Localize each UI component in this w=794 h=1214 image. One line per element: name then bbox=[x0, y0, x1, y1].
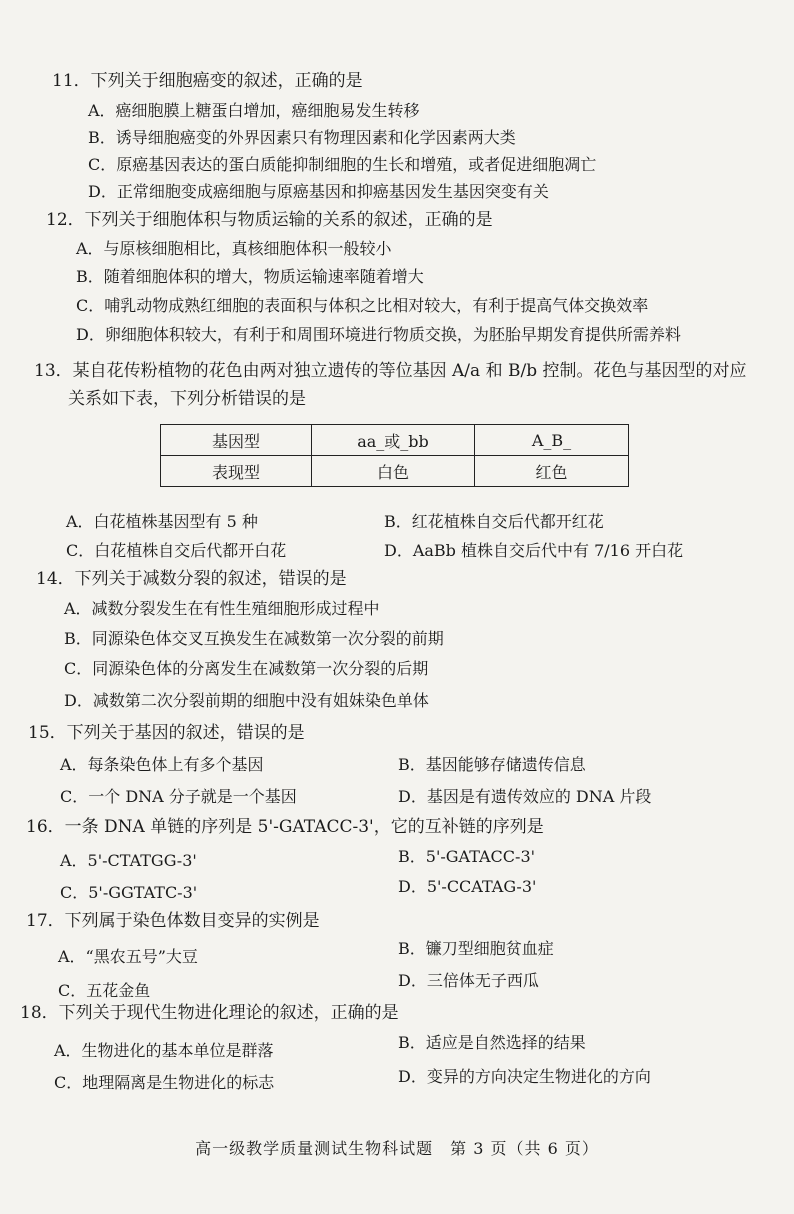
q16-option-d: D．5'-CCATAG-3' bbox=[398, 877, 537, 896]
q13-stem-line2: 关系如下表，下列分析错误的是 bbox=[68, 389, 306, 409]
q12-option-d: D．卵细胞体积较大，有利于和周围环境进行物质交换，为胚胎早期发育提供所需养料 bbox=[76, 325, 681, 344]
q14-option-d: D．减数第二次分裂前期的细胞中没有姐妹染色单体 bbox=[64, 691, 429, 710]
q13-option-c: C．白花植株自交后代都开白花 bbox=[66, 541, 287, 560]
table-row bbox=[161, 425, 629, 456]
table-cell: 红色 bbox=[475, 456, 629, 487]
q11-option-b: B．诱导细胞癌变的外界因素只有物理因素和化学因素两大类 bbox=[88, 128, 516, 147]
q18-option-d: D．变异的方向决定生物进化的方向 bbox=[398, 1067, 651, 1086]
q17-option-d: D．三倍体无子西瓜 bbox=[398, 971, 539, 990]
q15-option-b: B．基因能够存储遗传信息 bbox=[398, 755, 586, 774]
q18-stem: 18．下列关于现代生物进化理论的叙述，正确的是 bbox=[20, 1003, 399, 1023]
table-row bbox=[161, 456, 629, 487]
q16-option-a: A．5'-CTATGG-3' bbox=[60, 851, 197, 870]
q15-option-d: D．基因是有遗传效应的 DNA 片段 bbox=[398, 787, 652, 806]
q13-option-d: D．AaBb 植株自交后代中有 7/16 开白花 bbox=[384, 541, 684, 560]
q14-option-b: B．同源染色体交叉互换发生在减数第一次分裂的前期 bbox=[64, 629, 444, 648]
q15-option-a: A．每条染色体上有多个基因 bbox=[60, 755, 264, 774]
q12-option-b: B．随着细胞体积的增大，物质运输速率随着增大 bbox=[76, 267, 424, 286]
table-cell: A_B_ bbox=[475, 425, 629, 456]
q15-option-c: C．一个 DNA 分子就是一个基因 bbox=[60, 787, 297, 806]
q11-option-a: A．癌细胞膜上糖蛋白增加，癌细胞易发生转移 bbox=[88, 101, 420, 120]
q18-option-b: B．适应是自然选择的结果 bbox=[398, 1033, 586, 1052]
q16-stem: 16．一条 DNA 单链的序列是 5'-GATACC-3'，它的互补链的序列是 bbox=[26, 817, 544, 837]
q17-stem: 17．下列属于染色体数目变异的实例是 bbox=[26, 911, 320, 931]
q17-option-b: B．镰刀型细胞贫血症 bbox=[398, 939, 554, 958]
q11-stem: 11．下列关于细胞癌变的叙述，正确的是 bbox=[52, 71, 363, 91]
q13-stem-line1: 13．某自花传粉植物的花色由两对独立遗传的等位基因 A/a 和 B/b 控制。花色与基因型的对应 bbox=[34, 361, 747, 381]
q15-stem: 15．下列关于基因的叙述，错误的是 bbox=[28, 723, 305, 743]
q12-option-a: A．与原核细胞相比，真核细胞体积一般较小 bbox=[76, 239, 392, 258]
q17-option-c: C．五花金鱼 bbox=[58, 981, 151, 1000]
q13-option-b: B．红花植株自交后代都开红花 bbox=[384, 512, 604, 531]
q12-stem: 12．下列关于细胞体积与物质运输的关系的叙述，正确的是 bbox=[46, 210, 493, 230]
q14-option-c: C．同源染色体的分离发生在减数第一次分裂的后期 bbox=[64, 659, 429, 678]
q16-option-b: B．5'-GATACC-3' bbox=[398, 847, 536, 866]
page-footer: 高一级教学质量测试生物科试题 第 3 页（共 6 页） bbox=[195, 1139, 599, 1158]
table-cell: 基因型 bbox=[161, 425, 312, 456]
q17-option-a: A．“黑农五号”大豆 bbox=[58, 947, 198, 966]
q18-option-c: C．地理隔离是生物进化的标志 bbox=[54, 1073, 275, 1092]
q11-option-c: C．原癌基因表达的蛋白质能抑制细胞的生长和增殖，或者促进细胞凋亡 bbox=[88, 155, 597, 174]
q18-option-a: A．生物进化的基本单位是群落 bbox=[54, 1041, 274, 1060]
q16-option-c: C．5'-GGTATC-3' bbox=[60, 883, 198, 902]
table-cell: aa_或_bb bbox=[312, 425, 475, 456]
q11-option-d: D．正常细胞变成癌细胞与原癌基因和抑癌基因发生基因突变有关 bbox=[88, 182, 549, 201]
q14-stem: 14．下列关于减数分裂的叙述，错误的是 bbox=[36, 569, 347, 589]
q14-option-a: A．减数分裂发生在有性生殖细胞形成过程中 bbox=[64, 599, 380, 618]
genotype-phenotype-table bbox=[160, 424, 629, 487]
q12-option-c: C．哺乳动物成熟红细胞的表面积与体积之比相对较大，有利于提高气体交换效率 bbox=[76, 296, 649, 315]
q13-option-a: A．白花植株基因型有 5 种 bbox=[66, 512, 258, 531]
table-cell: 白色 bbox=[312, 456, 475, 487]
table-cell: 表现型 bbox=[161, 456, 312, 487]
